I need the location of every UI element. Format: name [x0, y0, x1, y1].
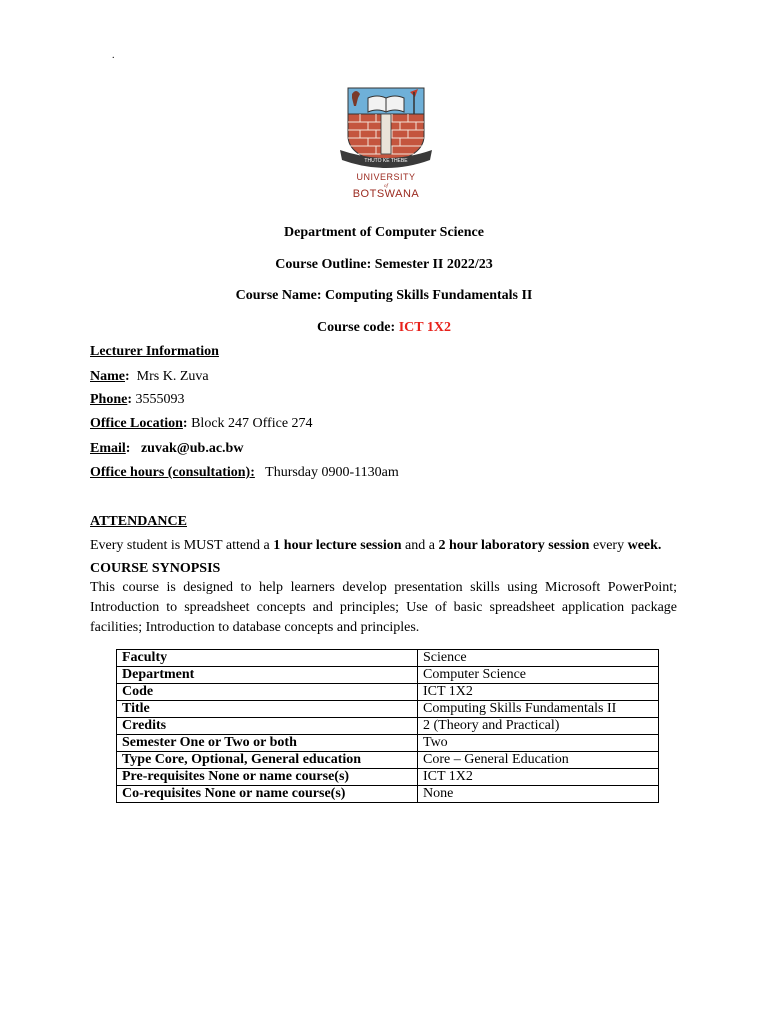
table-row	[117, 684, 659, 701]
table-row	[117, 701, 659, 718]
lecturer-phone-row: Phone: 3555093	[90, 392, 185, 407]
email-label: Email	[90, 441, 126, 456]
logo-name-line1: UNIVERSITY	[356, 172, 416, 182]
lab-session-text: 2 hour laboratory session	[438, 538, 590, 553]
lecturer-section-title: Lecturer Information	[90, 344, 219, 359]
lecture-session-text: 1 hour lecture session	[273, 538, 402, 553]
table-key-cell: Semester One or Two or both	[117, 735, 418, 752]
logo-name-line2: of	[384, 184, 388, 189]
course-code-value: ICT 1X2	[398, 320, 451, 335]
table-value-cell: ICT 1X2	[418, 684, 659, 701]
office-value: Block 247 Office 274	[191, 416, 313, 431]
phone-label: Phone	[90, 392, 128, 407]
attendance-text-1: Every student is MUST attend a	[90, 538, 274, 553]
table-key-cell: Department	[117, 667, 418, 684]
table-row	[117, 650, 659, 667]
table-value-cell: Core – General Education	[418, 752, 659, 769]
table-key-cell: Code	[117, 684, 418, 701]
logo-name-line3: BOTSWANA	[352, 188, 420, 200]
course-name-heading: Course Name: Computing Skills Fundamentals II	[235, 288, 533, 303]
synopsis-text: This course is designed to help learners develop presentation skills using Microsoft PowerPoint; Introduction to spreadsheet concepts and principles; Use of basic spreadsheet application package facilities; Introduction to database concepts and principles.	[90, 580, 677, 635]
table-row	[117, 752, 659, 769]
course-info-table	[116, 649, 659, 803]
table-value-cell: ICT 1X2	[418, 769, 659, 786]
name-label: Name	[90, 369, 125, 384]
table-key-cell: Type Core, Optional, General education	[117, 752, 418, 769]
office-label: Office Location	[90, 416, 183, 431]
week-text: week.	[627, 538, 662, 553]
crest-icon	[330, 84, 442, 202]
table-key-cell: Co-requisites None or name course(s)	[117, 786, 418, 803]
email-value[interactable]: zuvak@ub.ac.bw	[140, 441, 244, 456]
table-row	[117, 735, 659, 752]
attendance-text-2: and a	[401, 538, 439, 553]
department-heading: Department of Computer Science	[284, 225, 484, 240]
course-code-label: Course code:	[317, 320, 399, 335]
attendance-title: ATTENDANCE	[90, 514, 187, 529]
hours-label: Office hours (consultation):	[90, 465, 255, 480]
lecturer-office-row: Office Location: Block 247 Office 274	[90, 416, 313, 431]
table-value-cell: None	[418, 786, 659, 803]
lecturer-hours-row	[90, 465, 399, 481]
course-code-heading	[0, 320, 768, 336]
table-key-cell: Faculty	[117, 650, 418, 667]
table-row	[117, 786, 659, 803]
table-value-cell: Computing Skills Fundamentals II	[418, 701, 659, 718]
name-value: Mrs K. Zuva	[136, 369, 209, 384]
table-row	[117, 667, 659, 684]
table-value-cell: Science	[418, 650, 659, 667]
logo-banner-text: THUTO KE THEBE	[364, 158, 408, 164]
stray-mark: .	[112, 50, 115, 61]
table-key-cell: Title	[117, 701, 418, 718]
attendance-text	[90, 538, 661, 554]
table-row	[117, 718, 659, 735]
phone-value: 3555093	[135, 392, 185, 407]
hours-value: Thursday 0900-1130am	[265, 465, 399, 480]
attendance-text-3: every	[589, 538, 628, 553]
lecturer-name-row: Name: Mrs K. Zuva	[90, 369, 209, 384]
outline-heading: Course Outline: Semester II 2022/23	[275, 257, 493, 272]
table-value-cell: 2 (Theory and Practical)	[418, 718, 659, 735]
synopsis-title: COURSE SYNOPSIS	[90, 561, 221, 576]
table-key-cell: Pre-requisites None or name course(s)	[117, 769, 418, 786]
lecturer-email-row: Email: zuvak@ub.ac.bw	[90, 441, 244, 456]
table-value-cell: Two	[418, 735, 659, 752]
table-key-cell: Credits	[117, 718, 418, 735]
table-value-cell: Computer Science	[418, 667, 659, 684]
university-logo	[330, 84, 442, 202]
table-row	[117, 769, 659, 786]
